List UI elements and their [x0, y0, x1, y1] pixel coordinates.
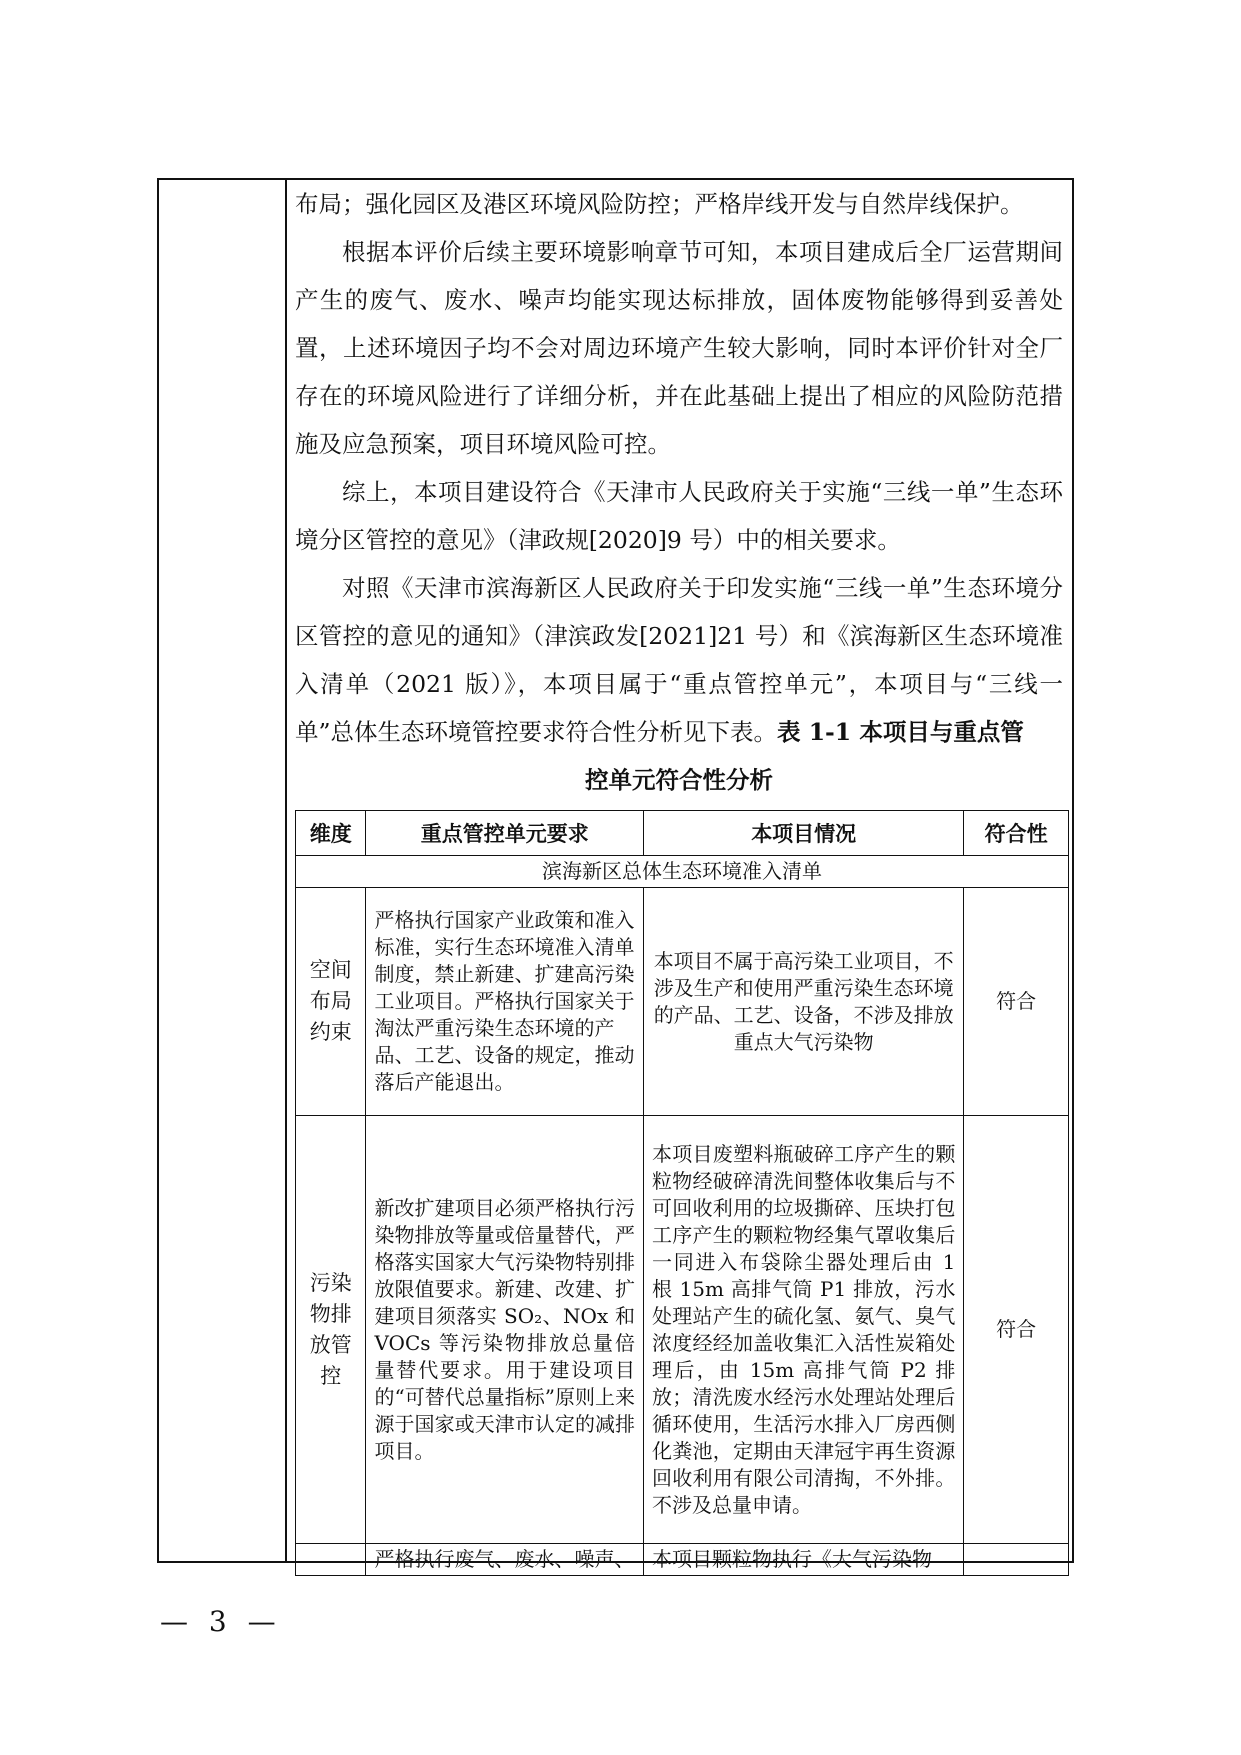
row-dimension: 空间布局约束 [296, 888, 366, 1116]
row-dimension: 污染物排放管控 [296, 1116, 366, 1544]
page-number: — 3 — [160, 1605, 282, 1638]
header-requirement: 重点管控单元要求 [366, 811, 644, 856]
row-dimension [296, 1544, 366, 1576]
table-row [296, 1116, 1069, 1544]
header-dimension: 维度 [296, 811, 366, 856]
row-situation: 本项目不属于高污染工业项目，不涉及生产和使用严重污染生态环境的产品、工艺、设备，不涉及排放重点大气污染物 [644, 888, 964, 1116]
row-requirement: 新改扩建项目必须严格执行污染物排放等量或倍量替代，严格落实国家大气污染物特别排放限值要求。新建、改建、扩建项目须落实 SO₂、NOx 和 VOCs 等污染物排放总量倍量替代要求。用于建设项目的“可替代总量指标”原则上来源于国家或天津市认定的减排项目。 [366, 1116, 644, 1544]
row-situation: 本项目废塑料瓶破碎工序产生的颗粒物经破碎清洗间整体收集后与不可回收利用的垃圾撕碎、压块打包工序产生的颗粒物经集气罩收集后一同进入布袋除尘器处理后由 1 根 15m 高排气筒 P1 排放，污水处理站产生的硫化氢、氨气、臭气浓度经经加盖收集汇入活性炭箱处理后，由 15m 高排气筒 P2 排放；清洗废水经污水处理站处理后循环使用，生活污水排入厂房西侧化粪池，定期由天津冠宇再生资源回收利用有限公司清掏，不外排。不涉及总量申请。 [644, 1116, 964, 1544]
header-compliance: 符合性 [964, 811, 1069, 856]
paragraph-binhai-comparison [295, 564, 1063, 756]
row-compliance: 符合 [964, 1116, 1069, 1544]
table-outer-frame [157, 178, 1074, 1571]
section-title: 滨海新区总体生态环境准入清单 [296, 856, 1069, 888]
requirements-table [295, 810, 1069, 1576]
content-cell [295, 180, 1063, 804]
table-caption-part-b: 控单元符合性分析 [585, 766, 773, 794]
paragraph-continued: 布局；强化园区及港区环境风险防控；严格岸线开发与自然岸线保护。 [295, 190, 1024, 218]
row-situation: 本项目颗粒物执行《大气污染物 [644, 1544, 964, 1576]
table-section-row [296, 856, 1069, 888]
row-compliance: 符合 [964, 888, 1069, 1116]
row-requirement: 严格执行废气、废水、噪声、 [366, 1544, 644, 1576]
row-requirement: 严格执行国家产业政策和准入标准，实行生态环境准入清单制度，禁止新建、扩建高污染工业项目。严格执行国家关于淘汰严重污染生态环境的产品、工艺、设备的规定，推动落后产能退出。 [366, 888, 644, 1116]
header-situation: 本项目情况 [644, 811, 964, 856]
column-divider [285, 180, 287, 1561]
table-row [296, 888, 1069, 1116]
row-compliance [964, 1544, 1069, 1576]
paragraph-binhai-text: 对照《天津市滨海新区人民政府关于印发实施“三线一单”生态环境分区管控的意见的通知》（津滨政发[2021]21 号）和《滨海新区生态环境准入清单（2021 版）》，本项目属于“重点管控单元”，本项目与“三线一单”总体生态环境管控要求符合性分析见下表。 [295, 574, 1063, 746]
table-row [296, 1544, 1069, 1576]
paragraph-environment-impact: 根据本评价后续主要环境影响章节可知，本项目建成后全厂运营期间产生的废气、废水、噪声均能实现达标排放，固体废物能够得到妥善处置，上述环境因子均不会对周边环境产生较大影响，同时本评价针对全厂存在的环境风险进行了详细分析，并在此基础上提出了相应的风险防范措施及应急预案，项目环境风险可控。 [295, 238, 1063, 458]
table-header-row [296, 811, 1069, 856]
paragraph-conclusion: 综上，本项目建设符合《天津市人民政府关于实施“三线一单”生态环境分区管控的意见》（津政规[2020]9 号）中的相关要求。 [295, 478, 1063, 554]
table-caption-part-a: 表 1-1 本项目与重点管 [777, 718, 1024, 746]
